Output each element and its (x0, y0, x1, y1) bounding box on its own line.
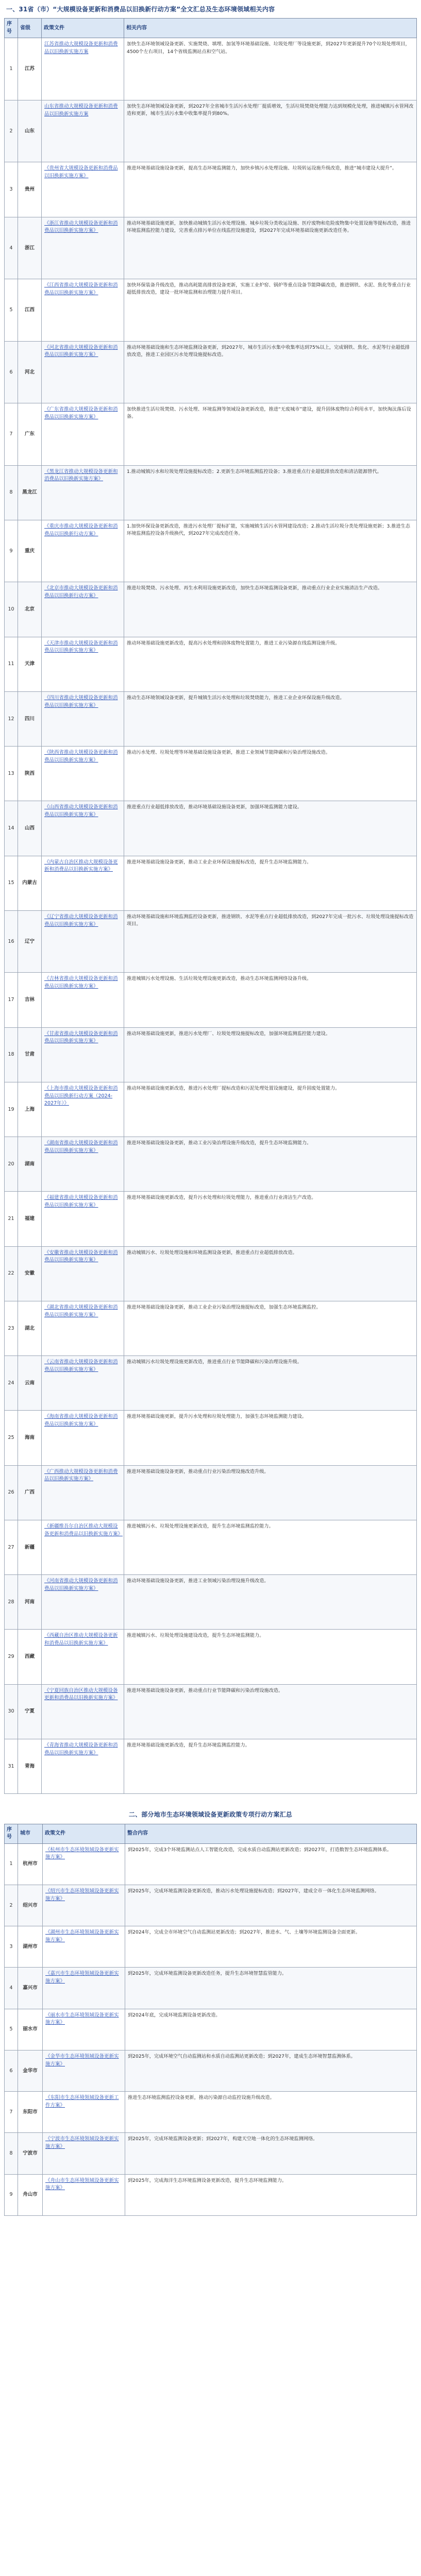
policy-link[interactable]: 《福建省推动大规模设备更新和消费品以旧换新实施方案》 (42, 1192, 124, 1246)
table-row (5, 1520, 417, 1574)
row-number: 21 (5, 1192, 18, 1246)
row-number: 2 (5, 100, 18, 162)
policy-link[interactable]: 《青海省推动大规模设备更新和消费品以旧换新实施方案》 (42, 1739, 124, 1793)
table-row (5, 2133, 417, 2174)
table-row (5, 1356, 417, 1411)
policy-link[interactable]: 《北京市推动大规模设备更新和消费品以旧换新行动方案》 (42, 582, 124, 637)
table-row (5, 1082, 417, 1137)
policy-link[interactable]: 《东阳市生态环境领域设备更新工作方案》 (43, 2092, 125, 2133)
row-content: 到2025年，完成环境空气自动监测站和水质自动监测站更新改造；到2027年，建成生态环境智慧监测体系。 (125, 2050, 417, 2091)
row-content: 加快推进生活垃圾焚烧、污水处理、环境监测等领域设备更新改造，推进“无废城市”建设，提升固体废物综合利用水平，加快淘汰落后设备。 (124, 403, 417, 466)
row-number: 25 (5, 1411, 18, 1465)
row-region: 甘肃 (18, 1027, 42, 1082)
row-content: 推进环境基础设施更新改造，提升生态环境监测监控能力。 (124, 1739, 417, 1793)
row-content: 推进重点行业超低排放改造，推动环境基础设施设备更新，加强环境监测能力建设。 (124, 801, 417, 856)
row-region: 湖南 (18, 1137, 42, 1192)
row-number: 6 (5, 2050, 18, 2091)
row-number: 23 (5, 1301, 18, 1355)
row-number: 14 (5, 801, 18, 856)
row-region: 湖北 (18, 1301, 42, 1355)
policy-link[interactable]: 《丽水市生态环境领域设备更新实施方案》 (43, 2009, 125, 2050)
policy-link[interactable]: 《河北省推动大规模设备更新和消费品以旧换新实施方案》 (42, 341, 124, 403)
table-row (5, 2092, 417, 2133)
row-region: 浙江 (18, 217, 42, 279)
row-number: 11 (5, 637, 18, 691)
table1-header-policy: 政策文件 (42, 19, 124, 38)
table-row (5, 2009, 417, 2050)
policy-link[interactable]: 《陕西省推动大规模设备更新和消费品以旧换新实施方案》 (42, 747, 124, 801)
province-policy-table (4, 18, 417, 1794)
row-number: 5 (5, 279, 18, 342)
row-content: 推进环境基础设施设备更新，推动工业企业环保设施提标改造，提升生态环境监测能力。 (124, 856, 417, 910)
row-number: 5 (5, 2009, 18, 2050)
table-row (5, 801, 417, 856)
policy-link[interactable]: 《嘉兴市生态环境领域设备更新实施方案》 (43, 1968, 125, 2009)
policy-link[interactable]: 《湖州市生态环境领域设备更新实施方案》 (43, 1926, 125, 1968)
table-row (5, 1843, 417, 1885)
row-content: 1.加快环保设备更新改造，推进污水处理厂提标扩能，实施城镇生活污水管网建设改造；2.推动生活垃圾分类处理设施更新；3.推进生态环境监测监控设备升级换代，到2027年完成改造任务。 (124, 520, 417, 582)
policy-link[interactable]: 《黑龙江省推动大规模设备更新和消费品以旧换新实施方案》 (42, 465, 124, 520)
policy-link[interactable]: 《安徽省推动大规模设备更新和消费品以旧换新实施方案》 (42, 1246, 124, 1301)
table-row (5, 1465, 417, 1520)
table-row (5, 856, 417, 910)
table-row (5, 2050, 417, 2091)
table1-body (5, 38, 417, 1794)
row-region: 四川 (18, 691, 42, 746)
table-row (5, 1192, 417, 1246)
table-row (5, 637, 417, 691)
table1-title: 一、31省（市）“大规模设备更新和消费品以旧换新行动方案”全文汇总及生态环境领域相关内容 (6, 6, 275, 13)
policy-link[interactable]: 《湖北省推动大规模设备更新和消费品以旧换新实施方案》 (42, 1301, 124, 1355)
row-number: 20 (5, 1137, 18, 1192)
table-row (5, 747, 417, 801)
row-region: 杭州市 (18, 1843, 43, 1885)
policy-link[interactable]: 《河南省推动大规模设备更新和消费品以旧换新实施方案》 (42, 1575, 124, 1630)
row-region: 福建 (18, 1192, 42, 1246)
row-region: 辽宁 (18, 910, 42, 973)
policy-link[interactable]: 《浙江省推动大规模设备更新和消费品以旧换新实施方案》 (42, 217, 124, 279)
row-number: 22 (5, 1246, 18, 1301)
row-number: 17 (5, 973, 18, 1027)
row-content: 到2025年，完成环境监测设备更新改造任务，提升生态环境智慧监管能力。 (125, 1968, 417, 2009)
policy-link[interactable]: 《舟山市生态环境领域设备更新实施方案》 (43, 2174, 125, 2215)
row-content: 到2025年，完成环境监测设备更新；到2027年，构建天空地一体化的生态环境监测网络。 (125, 2133, 417, 2174)
table-row (5, 217, 417, 279)
table2-header-row (5, 1824, 417, 1843)
row-content: 推进垃圾焚烧、污水处理、再生水利用设施更新改造，加快生态环境监测设备更新，推动重点行业企业实施清洁生产改造。 (124, 582, 417, 637)
row-number: 9 (5, 2174, 18, 2215)
row-content: 推进环境基础设施设备更新，推动工业企业污染治理设施提标改造，加强生态环境监测监控。 (124, 1301, 417, 1355)
row-content: 推进环境基础设施更新改造，提升污水处理和垃圾处理能力，推进重点行业清洁生产改造。 (124, 1192, 417, 1246)
row-region: 新疆 (18, 1520, 42, 1574)
row-content: 推动生态环境领域设备更新，提升城镇生活污水处理和垃圾焚烧能力，推进工业企业环保设施升级改造。 (124, 691, 417, 746)
row-content: 到2024年，完成全市环境空气自动监测站更新改造；到2027年，推进水、气、土壤等环境监测设备全面更新。 (125, 1926, 417, 1968)
row-number: 18 (5, 1027, 18, 1082)
row-content: 推进生态环境监测监控设备更新，推动污染源自动监控设施升级改造。 (125, 2092, 417, 2133)
table-row (5, 2174, 417, 2215)
row-region: 金华市 (18, 2050, 43, 2091)
row-number: 28 (5, 1575, 18, 1630)
row-content: 推动城镇污水垃圾处理设施更新改造，推进重点行业节能降碳和污染治理设施升级。 (124, 1356, 417, 1411)
row-region: 安徽 (18, 1246, 42, 1301)
table-row (5, 973, 417, 1027)
row-region: 绍兴市 (18, 1885, 43, 1926)
row-content: 到2024年底，完成环境监测设备更新改造。 (125, 2009, 417, 2050)
policy-link[interactable]: 《西藏自治区推动大规模设备更新和消费品以旧换新实施方案》 (42, 1630, 124, 1684)
row-region: 天津 (18, 637, 42, 691)
row-region: 黑龙江 (18, 465, 42, 520)
table-row (5, 691, 417, 746)
row-region: 舟山市 (18, 2174, 43, 2215)
row-region: 陕西 (18, 747, 42, 801)
row-content: 推动环境基础设施和生态环境监测设备更新，到2027年，城市生活污水集中收集率达到75%以上，完成钢铁、焦化、水泥等行业超低排放改造，推进工业园区污水处理设施提标改造。 (124, 341, 417, 403)
table2-header-region: 城市 (18, 1824, 43, 1843)
policy-link[interactable]: 《重庆市推动大规模设备更新和消费品以旧换新行动方案》 (42, 520, 124, 582)
row-region: 山东 (18, 100, 42, 162)
row-number: 24 (5, 1356, 18, 1411)
row-number: 31 (5, 1739, 18, 1793)
table-row (5, 38, 417, 100)
row-region: 青海 (18, 1739, 42, 1793)
table1-header-no: 序号 (5, 19, 18, 38)
row-number: 8 (5, 465, 18, 520)
row-number: 12 (5, 691, 18, 746)
table-row (5, 279, 417, 342)
table-row (5, 341, 417, 403)
policy-link[interactable]: 《宁夏回族自治区推动大规模设备更新和消费品以旧换新实施方案》 (42, 1684, 124, 1739)
table-row (5, 1137, 417, 1192)
table-row (5, 403, 417, 466)
row-number: 30 (5, 1684, 18, 1739)
policy-link[interactable]: 《江西省推动大规模设备更新和消费品以旧换新实施方案》 (42, 279, 124, 342)
row-region: 江苏 (18, 38, 42, 100)
table-row (5, 1885, 417, 1926)
row-number: 16 (5, 910, 18, 973)
table-row (5, 1684, 417, 1739)
row-content: 加快生态环境领域设备更新、实施焚烧、填埋、加氢等环境基础设施、垃圾处理厂等设施更新，到2027年更新提升70个垃圾处理项目，4500个左右项目，14个省级监测站点和空气站。 (124, 38, 417, 100)
row-region: 宁夏 (18, 1684, 42, 1739)
table1-header-content: 相关内容 (124, 19, 417, 38)
policy-link[interactable]: 《绍兴市生态环境领域设备更新实施方案》 (43, 1885, 125, 1926)
policy-link[interactable]: 《山西省推动大规模设备更新和消费品以旧换新实施方案》 (42, 801, 124, 856)
row-region: 吉林 (18, 973, 42, 1027)
table-row (5, 1246, 417, 1301)
policy-link[interactable]: 《内蒙古自治区推动大规模设备更新和消费品以旧换新实施方案》 (42, 856, 124, 910)
row-content: 推动环境基础设施更新，推进污水处理厂、垃圾处理设施提标改造，加强环境监测监控能力建设。 (124, 1027, 417, 1082)
table-row (5, 1926, 417, 1968)
table1-header-region: 省级 (18, 19, 42, 38)
policy-link[interactable]: 《宁波市生态环境领域设备更新实施方案》 (43, 2133, 125, 2174)
row-number: 2 (5, 1885, 18, 1926)
table2-title: 二、部分地市生态环境领域设备更新政策专项行动方案汇总 (128, 1811, 293, 1819)
row-region: 海南 (18, 1411, 42, 1465)
row-content: 推动环境基础设施更新，加快推动城镇生活污水处理设施、城乡垃圾分类收运设施、医疗废物和危险废物集中处置设施等提标改造，推进环境监测监控能力建设，完善重点排污单位在线监控设施建设，到2027年完成环境基础设施更新改造任务。 (124, 217, 417, 279)
policy-link[interactable]: 《湖南省推动大规模设备更新和消费品以旧换新实施方案》 (42, 1137, 124, 1192)
row-content: 加快环保装备升级改造，推动高耗能高排放设备更新，实施工业炉窑、锅炉等重点设备节能降碳改造，推进钢铁、水泥、焦化等重点行业超低排放改造，建设一批环境监测和治理能力提升项目。 (124, 279, 417, 342)
row-content: 推动环境基础设施和环境监测监控设备更新，推进钢铁、水泥等重点行业超低排放改造，到2027年完成一批污水、垃圾处理设施提标改造项目。 (124, 910, 417, 973)
row-content: 到2025年，完成环境监测设备更新改造，推动污水处理设施提标改造；到2027年，建成全市一体化生态环境监测网络。 (125, 1885, 417, 1926)
row-number: 27 (5, 1520, 18, 1574)
policy-link[interactable]: 山东省推动大规模设备更新和消费品以旧换新实施方案 (42, 100, 124, 162)
row-content: 到2025年，完成3个环境监测站点人工智能化改造，完成水质自动监测站更新改造；到2027年，打造数智生态环境监测体系。 (125, 1843, 417, 1885)
row-number: 3 (5, 162, 18, 217)
row-content: 到2025年，完成海洋生态环境监测设备更新改造，提升生态环境监测能力。 (125, 2174, 417, 2215)
row-region: 内蒙古 (18, 856, 42, 910)
row-content: 推动环境基础设施设备更新，推进工业领域污染治理设施升级改造。 (124, 1575, 417, 1630)
row-number: 13 (5, 747, 18, 801)
row-content: 推动环境基础设施更新改造，提高污水处理和固体废物处置能力，推进工业污染源在线监测设施升级。 (124, 637, 417, 691)
bottom-spacer (4, 2216, 417, 2222)
city-policy-table (4, 1824, 417, 2216)
policy-link[interactable]: 《金华市生态环境领域设备更新实施方案》 (43, 2050, 125, 2091)
row-region: 西藏 (18, 1630, 42, 1684)
table-row (5, 520, 417, 582)
row-content: 1.推动城镇污水和垃圾处理设施提标改造；2.更新生态环境监测监控设备；3.推进重点行业超低排放改造和清洁能源替代。 (124, 465, 417, 520)
row-content: 推进环境基础设施设备更新，推动重点行业污染治理设施改造升级。 (124, 1465, 417, 1520)
table-row (5, 1411, 417, 1465)
policy-link[interactable]: 《辽宁省推动大规模设备更新和消费品以旧换新实施方案》 (42, 910, 124, 973)
table-row (5, 1968, 417, 2009)
row-content: 推动污水处理、垃圾处理等环境基础设施设备更新，推进工业领域节能降碳和污染治理设施改造。 (124, 747, 417, 801)
policy-link[interactable]: 《杭州市生态环境领域设备更新实施方案》 (43, 1843, 125, 1885)
row-number: 4 (5, 1968, 18, 2009)
policy-link[interactable]: 《云南省推动大规模设备更新和消费品以旧换新实施方案》 (42, 1356, 124, 1411)
table2-body (5, 1843, 417, 2215)
row-content: 推进城镇污水、垃圾处理设施建设改造，提升生态环境监测能力。 (124, 1630, 417, 1684)
row-content: 推进环境基础设施设备更新，推动工业污染治理设施升级改造，提升生态环境监测能力。 (124, 1137, 417, 1192)
table-row (5, 1301, 417, 1355)
row-number: 19 (5, 1082, 18, 1137)
row-region: 江西 (18, 279, 42, 342)
row-region: 湖州市 (18, 1926, 43, 1968)
table2-header-policy: 政策文件 (43, 1824, 125, 1843)
row-number: 4 (5, 217, 18, 279)
row-region: 山西 (18, 801, 42, 856)
row-content: 加快生态环境领域设备更新，到2027年全省城市生活污水处理厂提质增效，生活垃圾焚烧处理能力达到规模化处理，推进城镇污水管网改造和更新，城市生活污水集中收集率提升到80%。 (124, 100, 417, 162)
policy-link[interactable]: 《贵州省大规模设备更新和消费品以旧换新实施方案》 (42, 162, 124, 217)
table-row (5, 162, 417, 217)
row-region: 嘉兴市 (18, 1968, 43, 2009)
table2-header-no: 序号 (5, 1824, 18, 1843)
row-number: 6 (5, 341, 18, 403)
row-region: 北京 (18, 582, 42, 637)
policy-link[interactable]: 《甘肃省推动大规模设备更新和消费品以旧换新实施方案》 (42, 1027, 124, 1082)
row-region: 广西 (18, 1465, 42, 1520)
table-row (5, 582, 417, 637)
row-number: 15 (5, 856, 18, 910)
table-row (5, 465, 417, 520)
policy-link[interactable]: 《四川省推动大规模设备更新和消费品以旧换新实施方案》 (42, 691, 124, 746)
row-region: 河南 (18, 1575, 42, 1630)
row-region: 宁波市 (18, 2133, 43, 2174)
row-region: 上海 (18, 1082, 42, 1137)
policy-link[interactable]: 《广东省推动大规模设备更新和消费品以旧换新实施方案》 (42, 403, 124, 466)
policy-link[interactable]: 《吉林省推动大规模设备更新和消费品以旧换新实施方案》 (42, 973, 124, 1027)
policy-link[interactable]: 江苏省推动大规模设备更新和消费品以旧换新实施方案 (42, 38, 124, 100)
row-number: 7 (5, 2092, 18, 2133)
table-row (5, 1739, 417, 1793)
row-number: 26 (5, 1465, 18, 1520)
policy-link[interactable]: 《海南省推动大规模设备更新和消费品以旧换新实施方案》 (42, 1411, 124, 1465)
table-row (5, 1027, 417, 1082)
table-row (5, 910, 417, 973)
row-region: 河北 (18, 341, 42, 403)
row-number: 29 (5, 1630, 18, 1684)
table-row (5, 1630, 417, 1684)
policy-link[interactable]: 《新疆维吾尔自治区推动大规模设备更新和消费品以旧换新实施方案》 (42, 1520, 124, 1574)
policy-link[interactable]: 《上海市推动大规模设备更新和消费品以旧换新行动方案（2024-2027年）》 (42, 1082, 124, 1137)
row-region: 东阳市 (18, 2092, 43, 2133)
row-number: 9 (5, 520, 18, 582)
row-content: 推进城镇污水处理设施、生活垃圾处理设施更新改造，推动生态环境监测网络设备升级。 (124, 973, 417, 1027)
row-region: 云南 (18, 1356, 42, 1411)
row-number: 3 (5, 1926, 18, 1968)
row-region: 丽水市 (18, 2009, 43, 2050)
row-region: 广东 (18, 403, 42, 466)
table-row (5, 1575, 417, 1630)
row-content: 推动环境基础设施更新改造，推进污水处理厂提标改造和污泥处理处置设施建设，提升固废处置能力。 (124, 1082, 417, 1137)
row-content: 推进环境基础设施更新，提升污水处理和垃圾处理能力，加强生态环境监测能力建设。 (124, 1411, 417, 1465)
policy-link[interactable]: 《天津市推动大规模设备更新和消费品以旧换新实施方案》 (42, 637, 124, 691)
row-content: 推进环境基础设施设备更新，推动重点行业节能降碳和污染治理设施改造。 (124, 1684, 417, 1739)
row-number: 8 (5, 2133, 18, 2174)
row-number: 1 (5, 1843, 18, 1885)
row-number: 1 (5, 38, 18, 100)
row-number: 10 (5, 582, 18, 637)
row-region: 重庆 (18, 520, 42, 582)
row-number: 7 (5, 403, 18, 466)
row-content: 推动城镇污水、垃圾处理设施和环境监测设备更新，推进重点行业超低排放改造。 (124, 1246, 417, 1301)
row-region: 贵州 (18, 162, 42, 217)
table2-header-content: 整合内容 (125, 1824, 417, 1843)
policy-link[interactable]: 《广西推动大规模设备更新和消费品以旧换新实施方案》 (42, 1465, 124, 1520)
table1-header-row (5, 19, 417, 38)
row-content: 推进环境基础设施设备更新，提高生态环境监测能力，加快乡镇污水处理设施、垃圾转运设施升级改造，推进“城市建设大提升”。 (124, 162, 417, 217)
table-row (5, 100, 417, 162)
row-content: 推进城镇污水、垃圾处理设施更新改造，提升生态环境监测监控能力。 (124, 1520, 417, 1574)
